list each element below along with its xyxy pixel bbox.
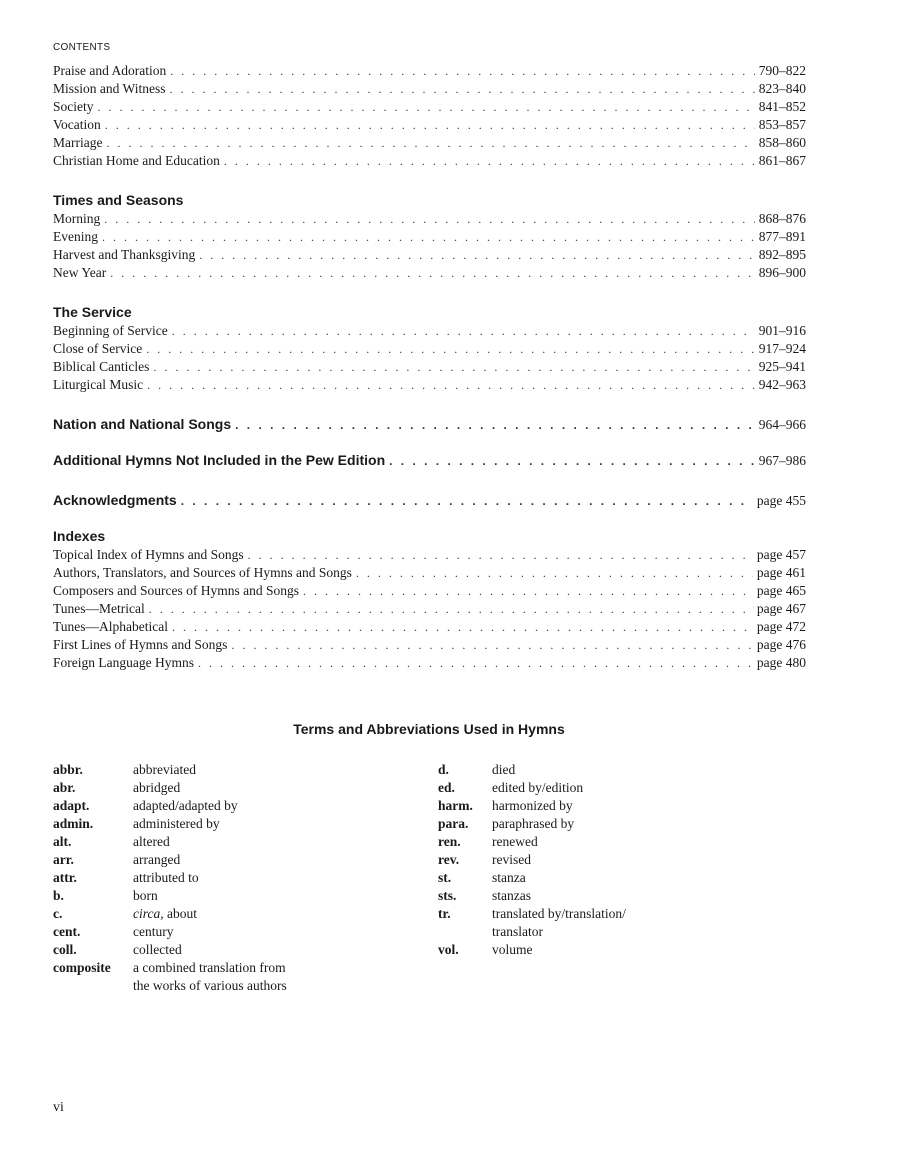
leader-dots <box>104 210 755 228</box>
term-abbr: alt. <box>53 834 72 849</box>
toc-entry <box>53 582 806 600</box>
term-abbr: abr. <box>53 780 76 795</box>
term-row <box>438 833 738 851</box>
section-heading-the-service: The Service <box>53 304 132 320</box>
toc-label: Acknowledgments <box>53 492 177 508</box>
term-row <box>438 779 738 797</box>
leader-dots <box>153 358 754 376</box>
term-abbr-empty <box>53 977 133 995</box>
leader-dots <box>170 62 755 80</box>
term-abbr: cent. <box>53 924 81 939</box>
toc-label: Biblical Canticles <box>53 359 150 374</box>
toc-pages: page 480 <box>756 655 806 670</box>
term-abbr: coll. <box>53 942 77 957</box>
terms-column-left <box>53 761 383 995</box>
term-abbr-empty <box>438 923 492 941</box>
term-abbr: arr. <box>53 852 74 867</box>
term-abbr: ed. <box>438 780 455 795</box>
leader-dots <box>235 415 755 435</box>
term-row <box>53 941 383 959</box>
term-definition: collected <box>133 942 182 957</box>
toc-label: Close of Service <box>53 341 143 356</box>
term-definition-rest: , about <box>160 906 197 921</box>
term-definition: revised <box>492 852 531 867</box>
term-row-continuation <box>438 923 738 941</box>
toc-entry <box>53 322 806 340</box>
term-definition: died <box>492 762 516 777</box>
toc-label: Nation and National Songs <box>53 416 232 432</box>
leader-dots <box>98 98 755 116</box>
term-definition <box>133 905 383 923</box>
terms-column-right <box>438 761 738 959</box>
toc-label: Vocation <box>53 117 101 132</box>
leader-dots <box>199 246 755 264</box>
term-definition: a combined translation from <box>133 960 286 975</box>
term-row <box>53 833 383 851</box>
toc-pages: 858–860 <box>758 135 806 150</box>
toc-entry <box>53 600 806 618</box>
toc-entry <box>53 358 806 376</box>
term-row <box>53 797 383 815</box>
leader-dots <box>231 636 753 654</box>
toc-pages: 892–895 <box>758 247 806 262</box>
toc-entry <box>53 340 806 358</box>
toc-entry <box>53 564 806 582</box>
term-definition: altered <box>133 834 170 849</box>
section-heading-indexes: Indexes <box>53 528 106 544</box>
leader-dots <box>149 600 753 618</box>
table-of-contents <box>53 62 806 672</box>
toc-entry <box>53 636 806 654</box>
toc-entry <box>53 246 806 264</box>
term-definition: renewed <box>492 834 538 849</box>
spacer <box>53 434 806 450</box>
toc-label: Topical Index of Hymns and Songs <box>53 547 244 562</box>
toc-label: Beginning of Service <box>53 323 168 338</box>
term-row <box>53 905 383 923</box>
toc-pages: 868–876 <box>758 211 806 226</box>
term-definition: harmonized by <box>492 798 573 813</box>
term-abbr: st. <box>438 870 452 885</box>
toc-pages: 790–822 <box>758 63 806 78</box>
toc-entry <box>53 98 806 116</box>
toc-label: Evening <box>53 229 98 244</box>
toc-pages: 823–840 <box>758 81 806 96</box>
term-definition: century <box>133 924 174 939</box>
toc-label: Society <box>53 99 94 114</box>
toc-label: Liturgical Music <box>53 377 144 392</box>
toc-label: Foreign Language Hymns <box>53 655 194 670</box>
term-definition: stanza <box>492 870 526 885</box>
spacer <box>53 282 806 302</box>
term-abbr: c. <box>53 906 63 921</box>
term-definition: edited by/edition <box>492 780 584 795</box>
toc-pages: page 476 <box>756 637 806 652</box>
term-row <box>438 905 738 923</box>
toc-label: Tunes—Alphabetical <box>53 619 168 634</box>
toc-entry-nation <box>53 414 806 434</box>
term-definition: stanzas <box>492 888 531 903</box>
term-definition: translated by/translation/ <box>492 906 626 921</box>
toc-label: Composers and Sources of Hymns and Songs <box>53 583 299 598</box>
term-definition: born <box>133 888 158 903</box>
toc-entry-acknowledgments <box>53 490 806 510</box>
leader-dots <box>146 340 755 358</box>
term-definition: volume <box>492 942 533 957</box>
term-row <box>53 887 383 905</box>
toc-pages: 901–916 <box>758 323 806 338</box>
toc-pages: 925–941 <box>758 359 806 374</box>
toc-pages: 877–891 <box>758 229 806 244</box>
term-row <box>438 869 738 887</box>
spacer <box>53 510 806 526</box>
toc-label: First Lines of Hymns and Songs <box>53 637 228 652</box>
term-row <box>53 851 383 869</box>
toc-entry <box>53 618 806 636</box>
terms-title: Terms and Abbreviations Used in Hymns <box>293 721 565 737</box>
toc-label: Additional Hymns Not Included in the Pew Edition <box>53 452 386 468</box>
toc-pages: 853–857 <box>758 117 806 132</box>
toc-entry-additional-hymns <box>53 450 806 470</box>
toc-pages: 896–900 <box>758 265 806 280</box>
term-definition: abbreviated <box>133 762 196 777</box>
spacer <box>53 170 806 190</box>
term-abbr: para. <box>438 816 469 831</box>
term-abbr: vol. <box>438 942 459 957</box>
term-definition: translator <box>492 924 543 939</box>
leader-dots <box>181 491 753 511</box>
toc-entry <box>53 228 806 246</box>
toc-pages: 841–852 <box>758 99 806 114</box>
term-definition: abridged <box>133 780 181 795</box>
toc-label: Marriage <box>53 135 103 150</box>
toc-label: Morning <box>53 211 101 226</box>
term-abbr: rev. <box>438 852 460 867</box>
term-row-continuation <box>53 977 383 995</box>
term-row <box>53 815 383 833</box>
term-row <box>53 869 383 887</box>
toc-entry <box>53 376 806 394</box>
term-abbr: b. <box>53 888 64 903</box>
term-abbr: harm. <box>438 798 473 813</box>
toc-label: Harvest and Thanksgiving <box>53 247 196 262</box>
toc-pages: 964–966 <box>758 417 806 432</box>
spacer <box>53 470 806 490</box>
toc-entry <box>53 62 806 80</box>
toc-label: Praise and Adoration <box>53 63 167 78</box>
toc-pages: page 461 <box>756 565 806 580</box>
page-number: vi <box>53 1100 64 1115</box>
toc-entry <box>53 116 806 134</box>
toc-pages: page 455 <box>756 493 806 508</box>
term-row <box>53 779 383 797</box>
toc-entry <box>53 546 806 564</box>
leader-dots <box>106 134 754 152</box>
leader-dots <box>224 152 755 170</box>
term-abbr: tr. <box>438 906 451 921</box>
leader-dots <box>172 618 753 636</box>
toc-entry <box>53 654 806 672</box>
term-row <box>53 761 383 779</box>
leader-dots <box>102 228 755 246</box>
term-row <box>438 887 738 905</box>
leader-dots <box>198 654 753 672</box>
toc-entry <box>53 134 806 152</box>
toc-label: New Year <box>53 265 107 280</box>
toc-entry <box>53 264 806 282</box>
term-definition: arranged <box>133 852 181 867</box>
toc-label: Tunes—Metrical <box>53 601 145 616</box>
term-abbr: abbr. <box>53 762 83 777</box>
toc-pages: 917–924 <box>758 341 806 356</box>
term-row <box>53 959 383 977</box>
term-abbr: admin. <box>53 816 94 831</box>
toc-entry <box>53 152 806 170</box>
term-definition: attributed to <box>133 870 199 885</box>
toc-pages: 967–986 <box>758 453 806 468</box>
term-abbr: attr. <box>53 870 77 885</box>
leader-dots <box>389 451 755 471</box>
leader-dots <box>110 264 755 282</box>
spacer <box>53 394 806 414</box>
leader-dots <box>303 582 753 600</box>
term-definition: adapted/adapted by <box>133 798 238 813</box>
leader-dots <box>172 322 755 340</box>
leader-dots <box>105 116 755 134</box>
leader-dots <box>356 564 753 582</box>
toc-pages: page 467 <box>756 601 806 616</box>
term-row <box>438 815 738 833</box>
term-abbr: d. <box>438 762 449 777</box>
term-row <box>438 941 738 959</box>
term-abbr: adapt. <box>53 798 90 813</box>
term-definition: administered by <box>133 816 220 831</box>
term-abbr: composite <box>53 960 111 975</box>
term-definition: paraphrased by <box>492 816 575 831</box>
term-row <box>53 923 383 941</box>
term-definition-italic: circa <box>133 906 161 921</box>
term-row <box>438 851 738 869</box>
toc-entry <box>53 210 806 228</box>
running-head: CONTENTS <box>53 42 111 53</box>
term-abbr: ren. <box>438 834 461 849</box>
leader-dots <box>248 546 753 564</box>
leader-dots <box>169 80 754 98</box>
term-abbr: sts. <box>438 888 457 903</box>
toc-pages: 942–963 <box>758 377 806 392</box>
toc-label: Mission and Witness <box>53 81 166 96</box>
leader-dots <box>147 376 755 394</box>
toc-pages: 861–867 <box>758 153 806 168</box>
toc-pages: page 465 <box>756 583 806 598</box>
term-row <box>438 761 738 779</box>
term-definition: the works of various authors <box>133 978 287 993</box>
toc-pages: page 472 <box>756 619 806 634</box>
toc-label: Authors, Translators, and Sources of Hymns and Songs <box>53 565 352 580</box>
toc-pages: page 457 <box>756 547 806 562</box>
term-row <box>438 797 738 815</box>
toc-entry <box>53 80 806 98</box>
toc-label: Christian Home and Education <box>53 153 220 168</box>
section-heading-times-and-seasons: Times and Seasons <box>53 192 184 208</box>
